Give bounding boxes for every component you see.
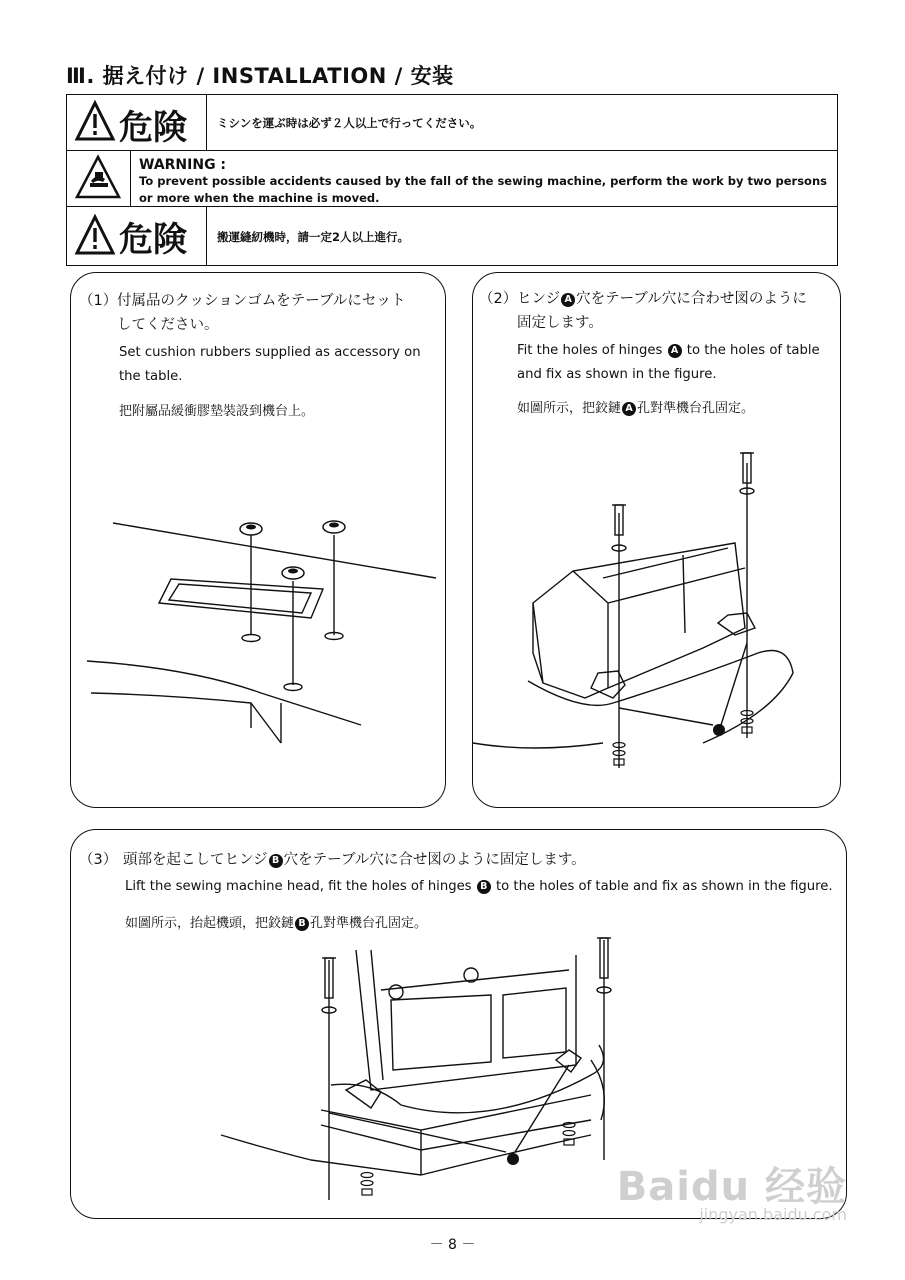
marker-b-icon: B: [295, 917, 309, 931]
danger-row-jp: [67, 95, 837, 151]
step-1-zh: 把附屬品緩衝膠墊裝設到機台上。: [119, 404, 315, 419]
danger-icon-cell: [67, 95, 207, 150]
danger-word-jp: 危険: [119, 108, 187, 148]
warning-box: [66, 94, 838, 266]
warning-triangle-icon: [75, 101, 115, 143]
marker-a-icon: A: [561, 293, 575, 307]
step-3-number: （3）: [79, 852, 118, 868]
warning-icon-cell: [67, 151, 131, 206]
hand-crush-warning-icon: [75, 155, 121, 201]
step-3-zh: 如圖所示，抬起機頭，把鉸鏈 B 孔對準機台孔固定。: [125, 916, 428, 931]
step-2-jp-line1: ヒンジ A 穴をテーブル穴に合わせ図のように: [517, 291, 807, 307]
step-3-en: Lift the sewing machine head, fit the holes of hinges B to the holes of table and fix as shown in the figure.: [125, 879, 833, 894]
warning-row-en: [67, 151, 837, 207]
danger-word-zh: 危険: [119, 220, 187, 260]
warning-text-en: To prevent possible accidents caused by the fall of the sewing machine, perform the work by two persons or more when the machine is moved.: [139, 174, 827, 205]
step-1-panel: [70, 272, 446, 808]
cushion-rubber-illustration: [71, 273, 447, 809]
hinge-a-illustration: [473, 273, 842, 809]
step-2-number: （2）: [479, 291, 518, 307]
section-title: Ⅲ. 据え付け / INSTALLATION / 安装: [66, 64, 454, 88]
marker-b-icon: B: [269, 854, 283, 868]
step-2-zh: 如圖所示，把鉸鏈 A 孔對準機台孔固定。: [517, 401, 755, 416]
step-1-jp-line1: 付属品のクッションゴムをテーブルにセット: [117, 293, 406, 309]
danger-row-zh: [67, 207, 837, 265]
marker-a-icon: A: [622, 402, 636, 416]
step-2-panel: [472, 272, 841, 808]
danger-text-zh: 搬運縫紉機時，請一定2人以上進行。: [217, 230, 409, 244]
danger-text-jp: ミシンを運ぶ時は必ず２人以上で行ってください。: [217, 116, 482, 130]
step-1-en: Set cushion rubbers supplied as accessory on the table.: [119, 345, 421, 384]
warning-title: WARNING :: [139, 157, 227, 173]
marker-a-icon: A: [668, 344, 682, 358]
step-1-number: （1）: [79, 293, 118, 309]
danger-icon-cell-zh: [67, 207, 207, 265]
step-2-en: Fit the holes of hinges A to the holes of table and fix as shown in the figure.: [517, 343, 820, 382]
watermark-brand: Baidu 经验: [616, 1164, 847, 1210]
marker-b-icon: B: [477, 880, 491, 894]
step-3-jp: 頭部を起こしてヒンジ B 穴をテーブル穴に合せ図のように固定します。: [123, 852, 586, 868]
watermark-url: jingyan.baidu.com: [699, 1205, 847, 1224]
step-1-jp-line2: してください。: [117, 317, 219, 333]
page-number: － 8 －: [429, 1237, 476, 1253]
step-2-jp-line2: 固定します。: [517, 315, 603, 331]
warning-triangle-icon: [75, 215, 115, 257]
